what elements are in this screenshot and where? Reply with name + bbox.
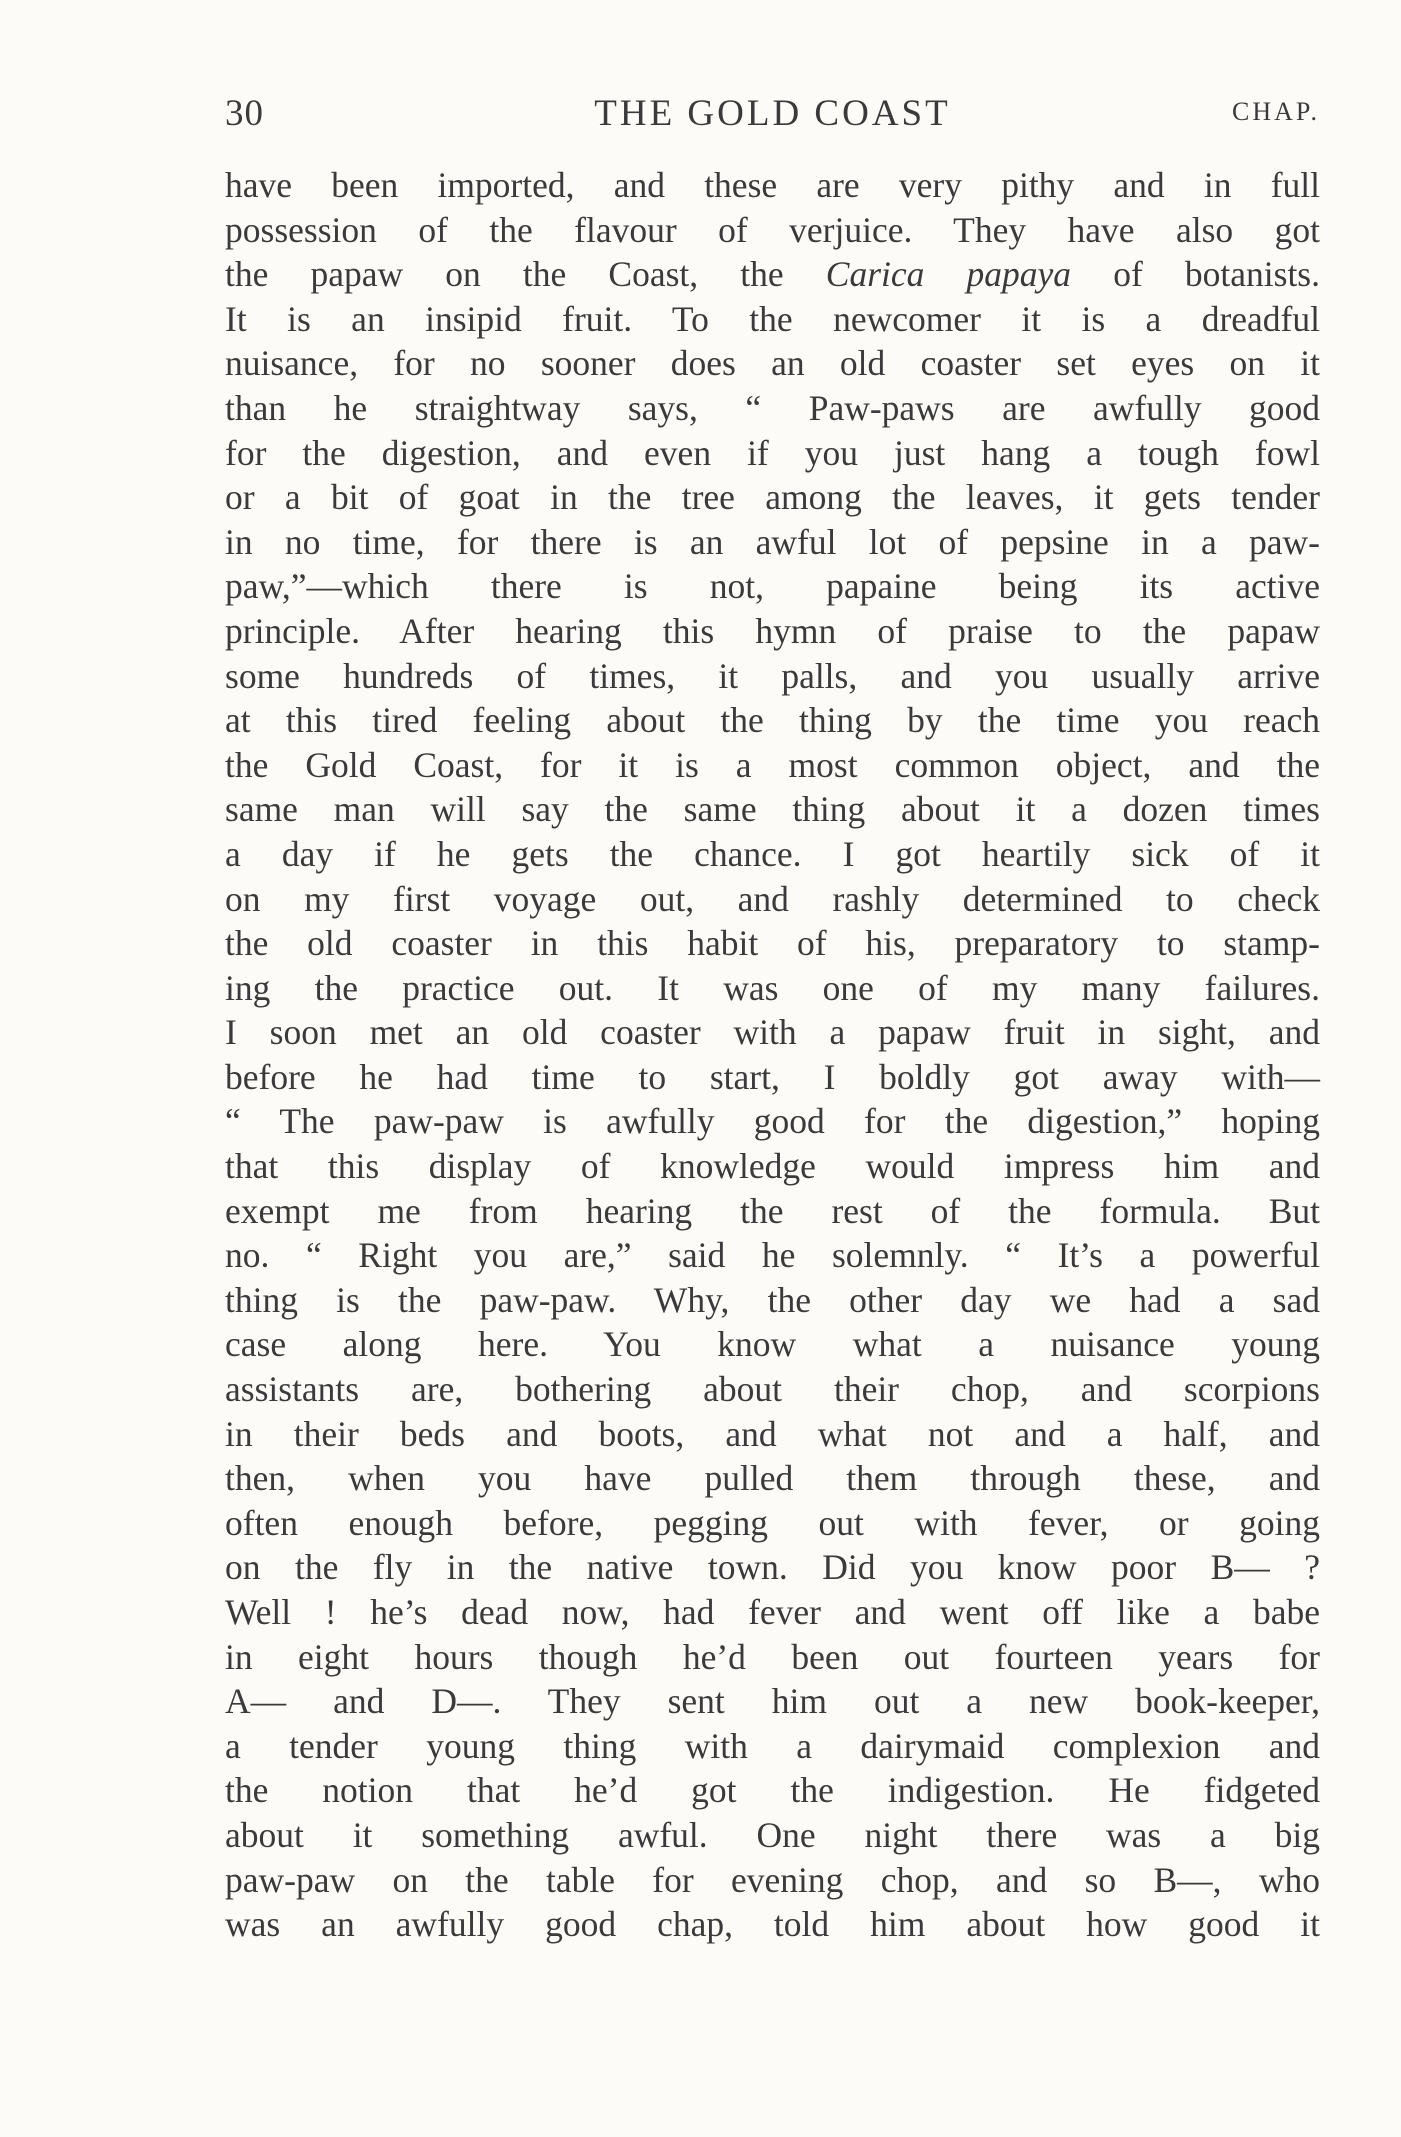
text-line: on the fly in the native town. Did you know poor B— ? [225,1547,1320,1588]
text-line: that this display of knowledge would impress him and [225,1146,1320,1187]
body-text [225,163,1320,1947]
text-line: have been imported, and these are very pithy and in full [225,165,1320,205]
text-line: It is an insipid fruit. To the newcomer it is a dreadful [225,298,1320,339]
text-line: nuisance, for no sooner does an old coaster set eyes on it [225,343,1320,384]
text-line: at this tired feeling about the thing by the time you reach [225,700,1320,741]
text-line: then, when you have pulled them through these, and [225,1458,1320,1499]
text-fragment: the papaw on the Coast, the [225,254,826,295]
text-line: the Gold Coast, for it is a most common object, and the [225,744,1320,785]
text-line: Well ! he’s dead now, had fever and went off like a babe [225,1592,1320,1632]
text-line: assistants are, bothering about their chop, and scorpions [225,1369,1320,1410]
text-line: paw,”—which there is not, papaine being its active [225,566,1320,607]
text-line: I soon met an old coaster with a papaw fruit in sight, and [225,1012,1320,1053]
text-line: for the digestion, and even if you just hang a tough fowl [225,432,1320,473]
text-line: before he had time to start, I boldly got away with— [225,1056,1320,1097]
text-line: principle. After hearing this hymn of praise to the papaw [225,610,1320,651]
text-line: often enough before, pegging out with fever, or going [225,1502,1320,1543]
text-line: a day if he gets the chance. I got heartily sick of it [225,833,1320,874]
page-number: 30 [225,93,264,134]
running-head [225,92,1320,142]
text-line: was an awfully good chap, told him about how good it [225,1904,1320,1945]
text-line: a tender young thing with a dairymaid complexion and [225,1725,1320,1766]
text-line: on my first voyage out, and rashly determined to check [225,878,1320,919]
running-title: THE GOLD COAST [594,93,951,134]
text-line: “ The paw-paw is awfully good for the digestion,” hoping [225,1101,1320,1142]
text-line: in eight hours though he’d been out fourteen years for [225,1636,1320,1677]
text-line: the old coaster in this habit of his, preparatory to stamp- [225,923,1320,964]
text-line: case along here. You know what a nuisance young [225,1324,1320,1365]
text-line: about it something awful. One night there was a big [225,1814,1320,1855]
text-line: no. “ Right you are,” said he solemnly. “ It’s a powerful [225,1235,1320,1276]
text-line: or a bit of goat in the tree among the leaves, it gets tender [225,477,1320,518]
text-line: thing is the paw-paw. Why, the other day we had a sad [225,1279,1320,1320]
text-line: A— and D—. They sent him out a new book-keeper, [225,1681,1320,1722]
text-line-with-italic [225,252,1320,297]
chapter-abbreviation: CHAP. [1232,97,1320,126]
text-line: in no time, for there is an awful lot of pepsine in a paw- [225,521,1320,562]
italic-species-name: Carica papaya [825,254,1072,295]
text-line: paw-paw on the table for evening chop, and so B—, who [225,1859,1320,1900]
text-line: exempt me from hearing the rest of the formula. But [225,1190,1320,1231]
text-line: same man will say the same thing about it a dozen times [225,789,1320,830]
text-fragment: of botanists. [1071,254,1320,295]
text-line: than he straightway says, “ Paw-paws are awfully good [225,387,1320,428]
text-line: ing the practice out. It was one of my many failures. [225,967,1320,1008]
text-line: possession of the flavour of verjuice. They have also got [225,209,1320,250]
text-line: the notion that he’d got the indigestion. He fidgeted [225,1770,1320,1811]
text-line: some hundreds of times, it palls, and you usually arrive [225,655,1320,696]
text-line: in their beds and boots, and what not and a half, and [225,1413,1320,1454]
